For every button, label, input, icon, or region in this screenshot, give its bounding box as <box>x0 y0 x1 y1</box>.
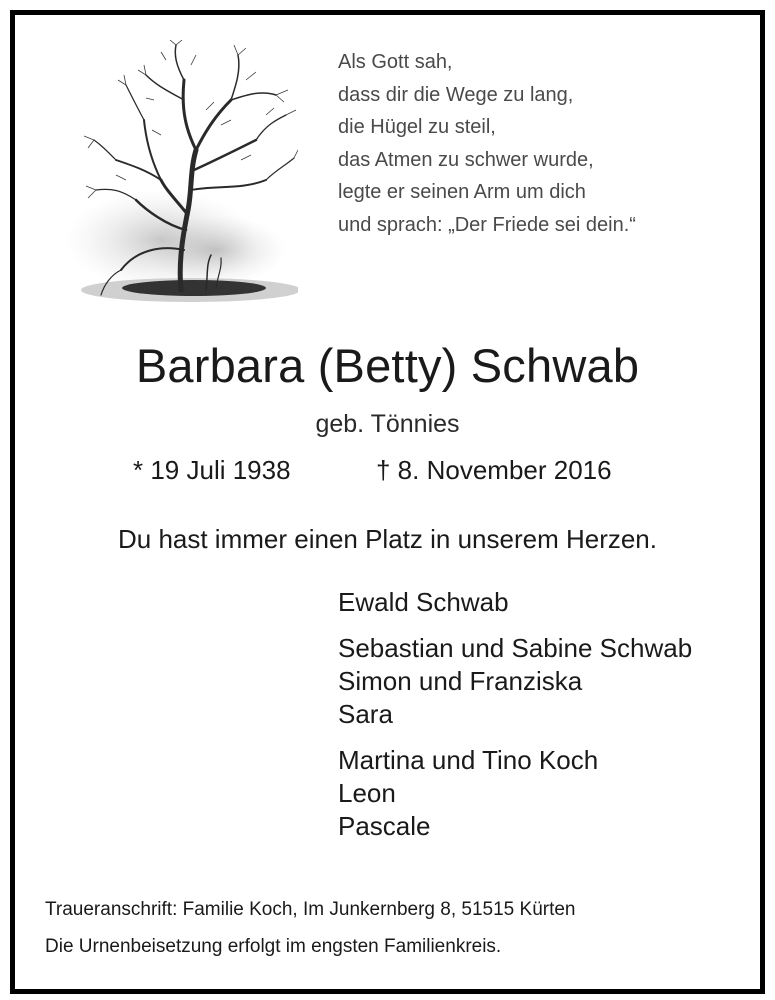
mourner-name: Sebastian und Sabine Schwab <box>338 633 693 663</box>
mourner-name: Simon und Franziska <box>338 666 583 696</box>
birth-date: * 19 Juli 1938 <box>133 455 291 485</box>
tree-illustration <box>66 40 298 320</box>
mourner-name: Leon <box>338 778 396 808</box>
poem-line: das Atmen zu schwer wurde, <box>338 148 594 171</box>
poem <box>338 46 636 241</box>
mourner-group <box>338 744 598 843</box>
maiden-name: geb. Tönnies <box>315 410 460 438</box>
mourner-name: Sara <box>338 699 393 729</box>
poem-line: dass dir die Wege zu lang, <box>338 83 574 106</box>
deceased-name: Barbara (Betty) Schwab <box>135 339 640 392</box>
poem-line: Als Gott sah, <box>338 51 453 73</box>
death-date: † 8. November 2016 <box>376 455 612 485</box>
mourner-group <box>338 632 692 731</box>
mourner-name: Pascale <box>338 811 431 841</box>
mourner-group <box>338 586 509 619</box>
poem-line: die Hügel zu steil, <box>338 116 496 138</box>
mourning-address: Traueranschrift: Familie Koch, Im Junkernberg 8, 51515 Kürten <box>45 899 576 920</box>
poem-line: und sprach: „Der Friede sei dein.“ <box>338 213 636 236</box>
memorial-motto: Du hast immer einen Platz in unserem Herzen. <box>117 524 657 554</box>
mourner-name: Martina und Tino Koch <box>338 745 599 775</box>
burial-note: Die Urnenbeisetzung erfolgt im engsten Familienkreis. <box>45 936 502 957</box>
poem-line: legte er seinen Arm um dich <box>338 181 586 203</box>
mourner-name: Ewald Schwab <box>338 587 509 617</box>
